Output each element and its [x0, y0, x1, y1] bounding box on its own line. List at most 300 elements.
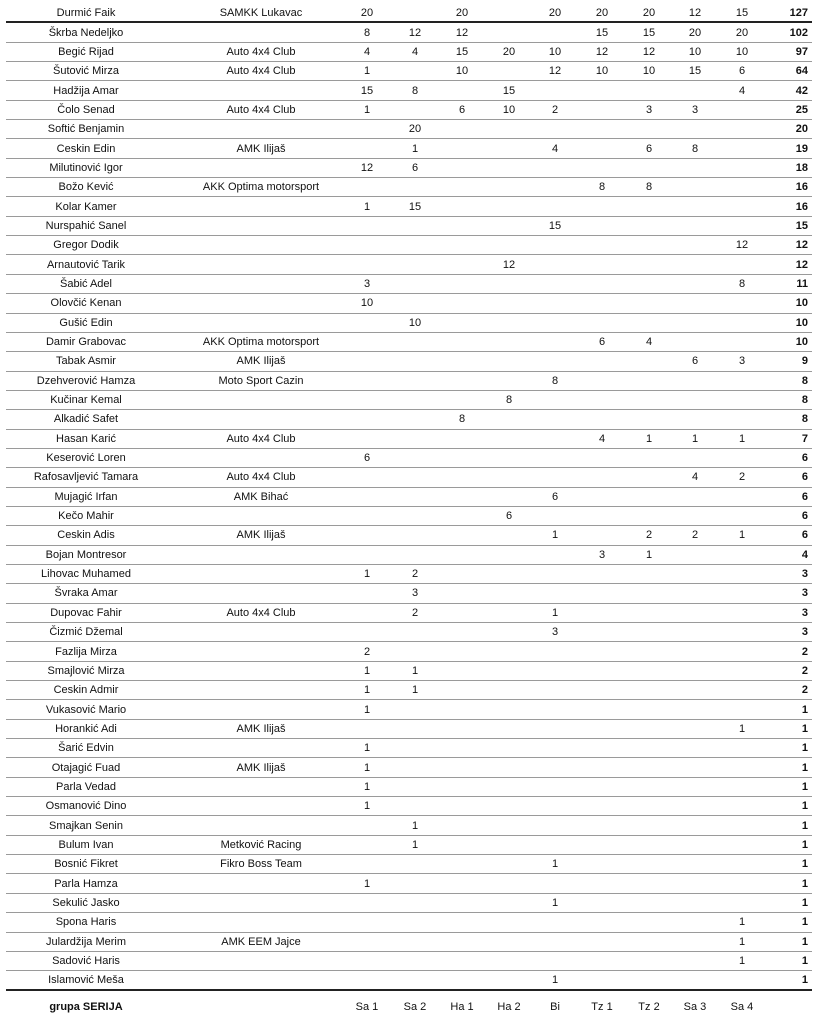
- round-score: [349, 488, 385, 506]
- round-score: [584, 623, 620, 641]
- round-score: 1: [363, 103, 371, 116]
- total-points: 16: [795, 200, 808, 213]
- total-points: 127: [789, 6, 808, 19]
- round-score: 20: [360, 6, 374, 19]
- round-score: [631, 623, 667, 641]
- club-name: AMK Ilijaš: [236, 142, 286, 155]
- round-score: [724, 255, 760, 273]
- round-score: [397, 739, 433, 757]
- round-score: [537, 778, 573, 796]
- round-score: [584, 913, 620, 931]
- round-score: [444, 797, 480, 815]
- round-score: 6: [505, 510, 513, 523]
- round-score: [444, 546, 480, 564]
- round-score: [677, 855, 713, 873]
- club-name: [171, 642, 351, 660]
- table-row: [6, 933, 812, 952]
- club-name: [171, 797, 351, 815]
- driver-name: Smajlović Mirza: [47, 664, 125, 677]
- round-score: 20: [735, 26, 749, 39]
- round-score: [397, 449, 433, 467]
- round-score: 4: [551, 142, 559, 155]
- round-score: 15: [360, 84, 374, 97]
- club-name: [171, 236, 351, 254]
- driver-name: Šutović Mirza: [52, 65, 120, 78]
- round-score: [631, 816, 667, 834]
- round-score: [491, 430, 527, 448]
- round-score: [584, 797, 620, 815]
- club-name: [171, 700, 351, 718]
- round-score: 12: [408, 26, 422, 39]
- round-score: [444, 913, 480, 931]
- table-row: [6, 410, 812, 429]
- round-score: 4: [598, 432, 606, 445]
- group-label: grupa SERIJA: [49, 1001, 123, 1013]
- round-score: [724, 758, 760, 776]
- round-score: [491, 933, 527, 951]
- round-score: [677, 623, 713, 641]
- round-score: 8: [458, 413, 466, 426]
- round-score: 20: [408, 123, 422, 136]
- total-points: 8: [801, 374, 808, 387]
- round-score: [677, 565, 713, 583]
- round-score: 4: [363, 45, 371, 58]
- driver-name: Islamović Meša: [48, 973, 124, 986]
- total-points: 1: [801, 877, 808, 890]
- club-name: [171, 778, 351, 796]
- round-score: [677, 236, 713, 254]
- total-points: 3: [801, 606, 808, 619]
- round-score: [537, 449, 573, 467]
- club-name: [171, 662, 351, 680]
- round-score: 12: [502, 258, 516, 271]
- round-score: 12: [548, 65, 562, 78]
- round-score: [584, 739, 620, 757]
- round-score: [537, 294, 573, 312]
- round-score: 1: [363, 568, 371, 581]
- total-points: 1: [801, 916, 808, 929]
- club-name: [171, 507, 351, 525]
- round-score: 4: [691, 471, 699, 484]
- round-score: [444, 933, 480, 951]
- round-score: [584, 81, 620, 99]
- driver-name: Smajkan Senin: [49, 819, 123, 832]
- club-name: AMK Bihać: [233, 490, 289, 503]
- table-row: [6, 894, 812, 913]
- total-points: 2: [801, 684, 808, 697]
- round-score: [349, 468, 385, 486]
- round-score: [491, 604, 527, 622]
- club-name: SAMKK Lukavac: [219, 6, 303, 19]
- round-score: [584, 275, 620, 293]
- round-score: [491, 855, 527, 873]
- round-score: [584, 816, 620, 834]
- round-score: 15: [408, 200, 422, 213]
- round-score: [397, 62, 433, 80]
- round-score: [397, 700, 433, 718]
- round-score: [677, 197, 713, 215]
- round-score: [491, 372, 527, 390]
- round-score: [444, 430, 480, 448]
- round-score: [677, 971, 713, 988]
- total-points: 16: [795, 181, 808, 194]
- total-points: 10: [795, 297, 808, 310]
- round-score: [444, 507, 480, 525]
- club-name: Fikro Boss Team: [220, 858, 302, 871]
- round-score: 1: [738, 722, 746, 735]
- round-score: [677, 410, 713, 428]
- round-score: [724, 178, 760, 196]
- round-score: 10: [735, 45, 749, 58]
- round-score: 1: [363, 200, 371, 213]
- round-score: [631, 874, 667, 892]
- round-score: [631, 913, 667, 931]
- round-score: [397, 913, 433, 931]
- total-points: 8: [801, 413, 808, 426]
- round-score: [537, 333, 573, 351]
- round-score: 8: [645, 181, 653, 194]
- round-score: [444, 139, 480, 157]
- table-row: [6, 62, 812, 81]
- round-score: [444, 294, 480, 312]
- round-score: [584, 526, 620, 544]
- round-score: 8: [691, 142, 699, 155]
- round-score: 4: [645, 336, 653, 349]
- round-score: [631, 197, 667, 215]
- round-score: 10: [642, 65, 656, 78]
- column-header: Ha 1: [450, 1001, 474, 1013]
- round-score: 1: [738, 529, 746, 542]
- round-score: [491, 816, 527, 834]
- round-score: 1: [363, 761, 371, 774]
- table-row: [6, 372, 812, 391]
- round-score: [631, 217, 667, 235]
- round-score: [444, 333, 480, 351]
- round-score: [724, 816, 760, 834]
- round-score: [491, 120, 527, 138]
- table-row: [6, 294, 812, 313]
- round-score: 2: [551, 103, 559, 116]
- round-score: [537, 642, 573, 660]
- club-name: [171, 739, 351, 757]
- round-score: [584, 101, 620, 119]
- table-row: [6, 449, 812, 468]
- total-points: 6: [801, 452, 808, 465]
- round-score: [584, 488, 620, 506]
- round-score: [397, 720, 433, 738]
- round-score: [724, 565, 760, 583]
- round-score: [631, 488, 667, 506]
- round-score: 1: [551, 606, 559, 619]
- round-score: [537, 565, 573, 583]
- round-score: 4: [411, 45, 419, 58]
- round-score: [397, 526, 433, 544]
- round-score: 1: [691, 432, 699, 445]
- round-score: [677, 217, 713, 235]
- club-name: [171, 217, 351, 235]
- total-points: 1: [801, 838, 808, 851]
- round-score: [444, 449, 480, 467]
- round-score: 1: [551, 529, 559, 542]
- driver-name: Keserović Loren: [46, 452, 126, 465]
- round-score: [537, 836, 573, 854]
- driver-name: Sekulić Jasko: [52, 896, 120, 909]
- driver-name: Softić Benjamin: [47, 123, 125, 136]
- round-score: [584, 855, 620, 873]
- round-score: [397, 372, 433, 390]
- round-score: [397, 236, 433, 254]
- round-score: [631, 507, 667, 525]
- round-score: [677, 642, 713, 660]
- round-score: [631, 314, 667, 332]
- driver-name: Vukasović Mario: [45, 703, 127, 716]
- driver-name: Olovčić Kenan: [50, 297, 122, 310]
- round-score: [537, 468, 573, 486]
- total-points: 4: [801, 548, 808, 561]
- club-name: [171, 159, 351, 177]
- round-score: 20: [502, 45, 516, 58]
- round-score: [724, 662, 760, 680]
- total-points: 25: [795, 103, 808, 116]
- round-score: [631, 952, 667, 970]
- round-score: [677, 720, 713, 738]
- results-table: [6, 4, 812, 991]
- round-score: [584, 700, 620, 718]
- round-score: 10: [502, 103, 516, 116]
- column-header: Bi: [550, 1001, 560, 1013]
- total-points: 3: [801, 587, 808, 600]
- round-score: [491, 642, 527, 660]
- table-row: [6, 971, 812, 990]
- round-score: [444, 952, 480, 970]
- round-score: [724, 391, 760, 409]
- round-score: 1: [551, 858, 559, 871]
- round-score: [677, 700, 713, 718]
- round-score: [537, 507, 573, 525]
- club-name: Auto 4x4 Club: [226, 432, 296, 445]
- total-points: 64: [795, 65, 808, 78]
- round-score: [491, 700, 527, 718]
- table-row: [6, 139, 812, 158]
- round-score: [491, 236, 527, 254]
- round-score: [349, 933, 385, 951]
- round-score: 8: [738, 277, 746, 290]
- round-score: 6: [551, 490, 559, 503]
- total-points: 6: [801, 490, 808, 503]
- round-score: 1: [738, 935, 746, 948]
- round-score: 12: [595, 45, 609, 58]
- round-score: [537, 275, 573, 293]
- round-score: [397, 468, 433, 486]
- round-score: 2: [363, 645, 371, 658]
- round-score: 6: [645, 142, 653, 155]
- round-score: [584, 933, 620, 951]
- round-score: [444, 584, 480, 602]
- column-header: Sa 4: [730, 1001, 754, 1013]
- round-score: [349, 913, 385, 931]
- round-score: [584, 971, 620, 988]
- club-name: [171, 971, 351, 988]
- round-score: [349, 217, 385, 235]
- round-score: [537, 236, 573, 254]
- total-points: 1: [801, 973, 808, 986]
- driver-name: Ceskin Adis: [57, 529, 115, 542]
- table-row: [6, 584, 812, 603]
- round-score: [537, 739, 573, 757]
- round-score: [677, 836, 713, 854]
- round-score: [631, 604, 667, 622]
- round-score: [349, 236, 385, 254]
- round-score: [724, 314, 760, 332]
- driver-name: Parla Vedad: [56, 780, 116, 793]
- round-score: [444, 352, 480, 370]
- round-score: [491, 836, 527, 854]
- total-points: 9: [801, 355, 808, 368]
- round-score: [724, 894, 760, 912]
- round-score: [444, 778, 480, 796]
- round-score: [677, 546, 713, 564]
- driver-name: Kučinar Kemal: [50, 394, 122, 407]
- round-score: [444, 739, 480, 757]
- driver-name: Lihovac Muhamed: [41, 568, 131, 581]
- table-row: [6, 720, 812, 739]
- table-row: [6, 197, 812, 216]
- round-score: [444, 488, 480, 506]
- round-score: [491, 352, 527, 370]
- club-name: [171, 294, 351, 312]
- round-score: [631, 120, 667, 138]
- round-score: [537, 546, 573, 564]
- round-score: 15: [455, 45, 469, 58]
- driver-name: Kečo Mahir: [58, 510, 114, 523]
- total-points: 18: [795, 161, 808, 174]
- round-score: 20: [595, 6, 609, 19]
- total-points: 97: [795, 45, 808, 58]
- table-row: [6, 836, 812, 855]
- club-name: [171, 449, 351, 467]
- round-score: [491, 526, 527, 544]
- table-row: [6, 23, 812, 42]
- round-score: [349, 623, 385, 641]
- table-row: [6, 700, 812, 719]
- round-score: [397, 797, 433, 815]
- club-name: [171, 565, 351, 583]
- table-row: [6, 623, 812, 642]
- club-name: Auto 4x4 Club: [226, 606, 296, 619]
- table-row: [6, 468, 812, 487]
- round-score: [397, 971, 433, 988]
- driver-name: Milutinović Igor: [49, 161, 123, 174]
- round-score: 6: [411, 161, 419, 174]
- club-name: [171, 275, 351, 293]
- round-score: [631, 255, 667, 273]
- total-points: 2: [801, 645, 808, 658]
- round-score: [584, 758, 620, 776]
- round-score: [349, 855, 385, 873]
- round-score: [724, 623, 760, 641]
- round-score: [537, 314, 573, 332]
- round-score: [631, 720, 667, 738]
- round-score: [537, 178, 573, 196]
- round-score: [584, 197, 620, 215]
- round-score: [397, 933, 433, 951]
- driver-name: Fazlija Mirza: [55, 645, 117, 658]
- club-name: AMK Ilijaš: [236, 529, 286, 542]
- table-row: [6, 4, 812, 23]
- round-score: [677, 391, 713, 409]
- round-score: 1: [363, 742, 371, 755]
- round-score: [677, 662, 713, 680]
- round-score: 20: [455, 6, 469, 19]
- round-score: [397, 546, 433, 564]
- round-score: 12: [642, 45, 656, 58]
- round-score: 1: [363, 877, 371, 890]
- table-row: [6, 255, 812, 274]
- round-score: [491, 62, 527, 80]
- total-points: 2: [801, 664, 808, 677]
- club-name: [171, 410, 351, 428]
- round-score: [349, 352, 385, 370]
- round-score: 1: [363, 703, 371, 716]
- club-name: AKK Optima motorsport: [202, 336, 320, 349]
- driver-name: Švraka Amar: [54, 587, 118, 600]
- table-row: [6, 352, 812, 371]
- round-score: 10: [360, 297, 374, 310]
- club-name: Auto 4x4 Club: [226, 45, 296, 58]
- round-score: [724, 739, 760, 757]
- club-name: Auto 4x4 Club: [226, 471, 296, 484]
- driver-name: Čolo Senad: [57, 103, 115, 116]
- club-name: Metković Racing: [220, 838, 302, 851]
- round-score: [397, 855, 433, 873]
- round-score: [397, 391, 433, 409]
- round-score: [677, 584, 713, 602]
- round-score: [677, 488, 713, 506]
- round-score: 10: [595, 65, 609, 78]
- round-score: [349, 604, 385, 622]
- round-score: [537, 816, 573, 834]
- driver-name: Dupovac Fahir: [50, 606, 122, 619]
- round-score: [444, 971, 480, 988]
- round-score: 3: [645, 103, 653, 116]
- club-name: [171, 314, 351, 332]
- round-score: [537, 352, 573, 370]
- round-score: [444, 894, 480, 912]
- round-score: [349, 255, 385, 273]
- round-score: [537, 159, 573, 177]
- round-score: [631, 971, 667, 988]
- round-score: 6: [458, 103, 466, 116]
- round-score: [677, 507, 713, 525]
- total-points: 7: [801, 432, 808, 445]
- round-score: [491, 662, 527, 680]
- round-score: 1: [645, 432, 653, 445]
- driver-name: Mujagić Irfan: [54, 490, 118, 503]
- total-points: 10: [795, 336, 808, 349]
- driver-name: Sadović Haris: [52, 955, 120, 968]
- driver-name: Božo Kević: [58, 181, 114, 194]
- driver-name: Čizmić Džemal: [49, 626, 123, 639]
- total-points: 19: [795, 142, 808, 155]
- table-row: [6, 642, 812, 661]
- table-row: [6, 874, 812, 893]
- round-score: 2: [411, 606, 419, 619]
- round-score: [349, 410, 385, 428]
- driver-name: Dzehverović Hamza: [36, 374, 136, 387]
- round-score: [584, 236, 620, 254]
- round-score: 15: [688, 65, 702, 78]
- round-score: 15: [735, 6, 749, 19]
